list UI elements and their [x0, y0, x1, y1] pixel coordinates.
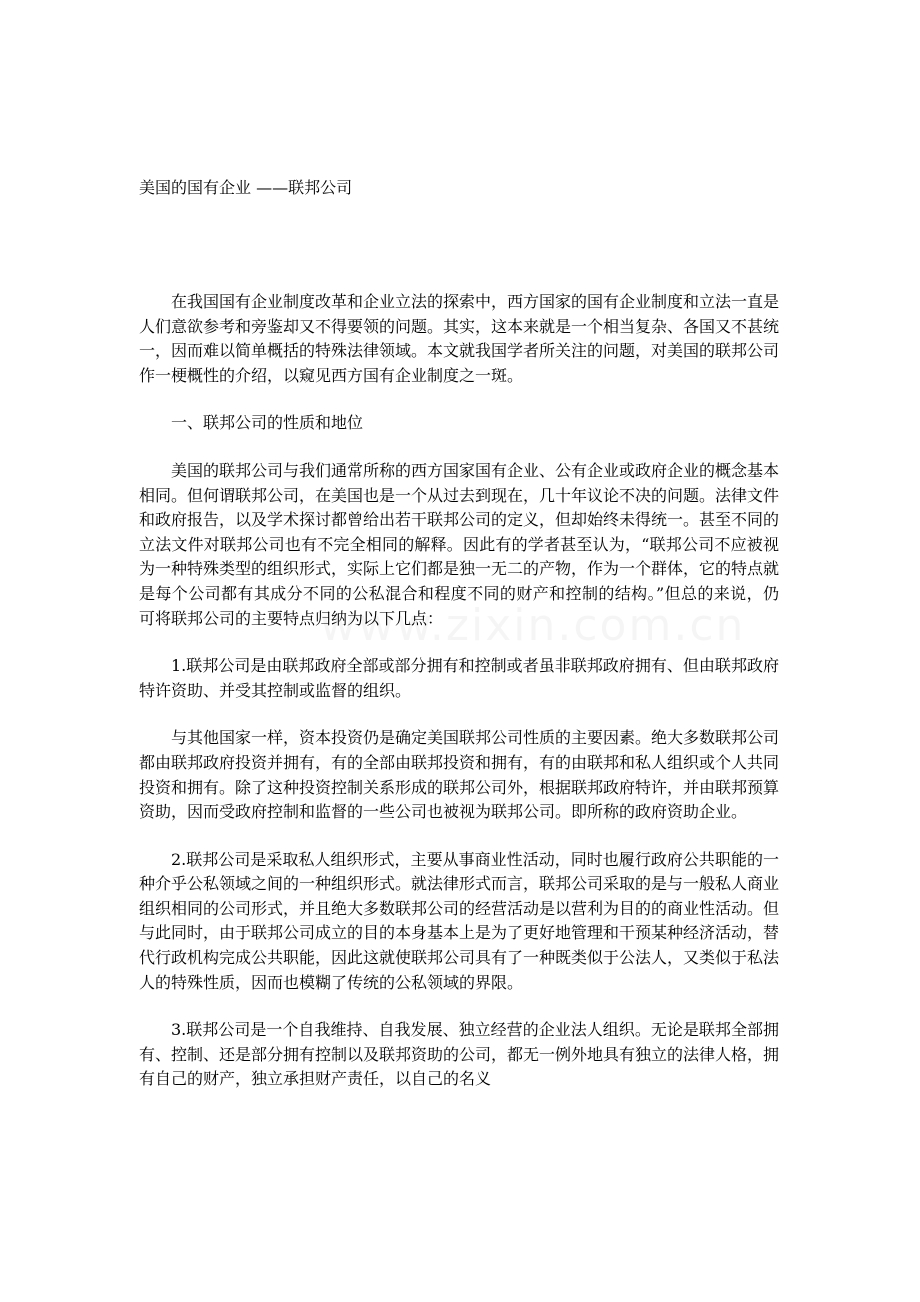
section-heading: 一、联邦公司的性质和地位: [171, 413, 364, 433]
point-1-paragraph: 1.联邦公司是由联邦政府全部或部分拥有和控制或者虽非联邦政府拥有、但由联邦政府特许资助、并受其控制或监督的组织。: [139, 656, 779, 700]
document-body: [139, 290, 779, 1115]
point-3-paragraph: 3.联邦公司是一个自我维持、自我发展、独立经营的企业法人组织。无论是联邦全部拥有、控制、还是部分拥有控制以及联邦资助的公司，都无一例外地具有独立的法律人格，拥有自己的财产，独立承担财产责任，以自己的名义: [139, 1020, 780, 1089]
document-title: 美国的国有企业 ——联邦公司: [139, 178, 353, 197]
body-paragraph: 美国的联邦公司与我们通常所称的西方国家国有企业、公有企业或政府企业的概念基本相同。但何谓联邦公司，在美国也是一个从过去到现在，几十年议论不决的问题。法律文件和政府报告，以及学术探讨都曾给出若干联邦公司的定义，但却始终未得统一。甚至不同的立法文件对联邦公司也有不完全相同的解释。因此有的学者甚至认为，“联邦公司不应被视为一种特殊类型的组织形式，实际上它们都是独一无二的产物，作为一个群体，它的特点就是每个公司都有其成分不同的公私混合和程度不同的财产和控制的结构。”但总的来说，仍可将联邦公司的主要特点归纳为以下几点：: [139, 460, 780, 628]
body-paragraph: 与其他国家一样，资本投资仍是确定美国联邦公司性质的主要因素。绝大多数联邦公司都由联邦政府投资并拥有，有的全部由联邦投资和拥有，有的由联邦和私人组织或个人共同投资和拥有。除了这种投资控制关系形成的联邦公司外，根据联邦政府特许，并由联邦预算资助，因而受政府控制和监督的一些公司也被视为联邦公司。即所称的政府资助企业。: [139, 728, 780, 822]
point-2-paragraph: 2.联邦公司是采取私人组织形式，主要从事商业性活动，同时也履行政府公共职能的一种介乎公私领域之间的一种组织形式。就法律形式而言，联邦公司采取的是与一般私人商业组织相同的公司形式，并且绝大多数联邦公司的经营活动是以营利为目的的商业性活动。但与此同时，由于联邦公司成立的目的本身基本上是为了更好地管理和干预某种经济活动，替代行政机构完成公共职能，因此这就使联邦公司具有了一种既类似于公法人，又类似于私法人的特殊性质，因而也模糊了传统的公私领域的界限。: [139, 849, 780, 992]
intro-paragraph: 在我国国有企业制度改革和企业立法的探索中，西方国家的国有企业制度和立法一直是人们意欲参考和旁鉴却又不得要领的问题。其实，这本来就是一个相当复杂、各国又不甚统一，因而难以简单概括的特殊法律领域。本文就我国学者所关注的问题，对美国的联邦公司作一梗概性的介绍，以窥见西方国有企业制度之一斑。: [139, 292, 780, 385]
